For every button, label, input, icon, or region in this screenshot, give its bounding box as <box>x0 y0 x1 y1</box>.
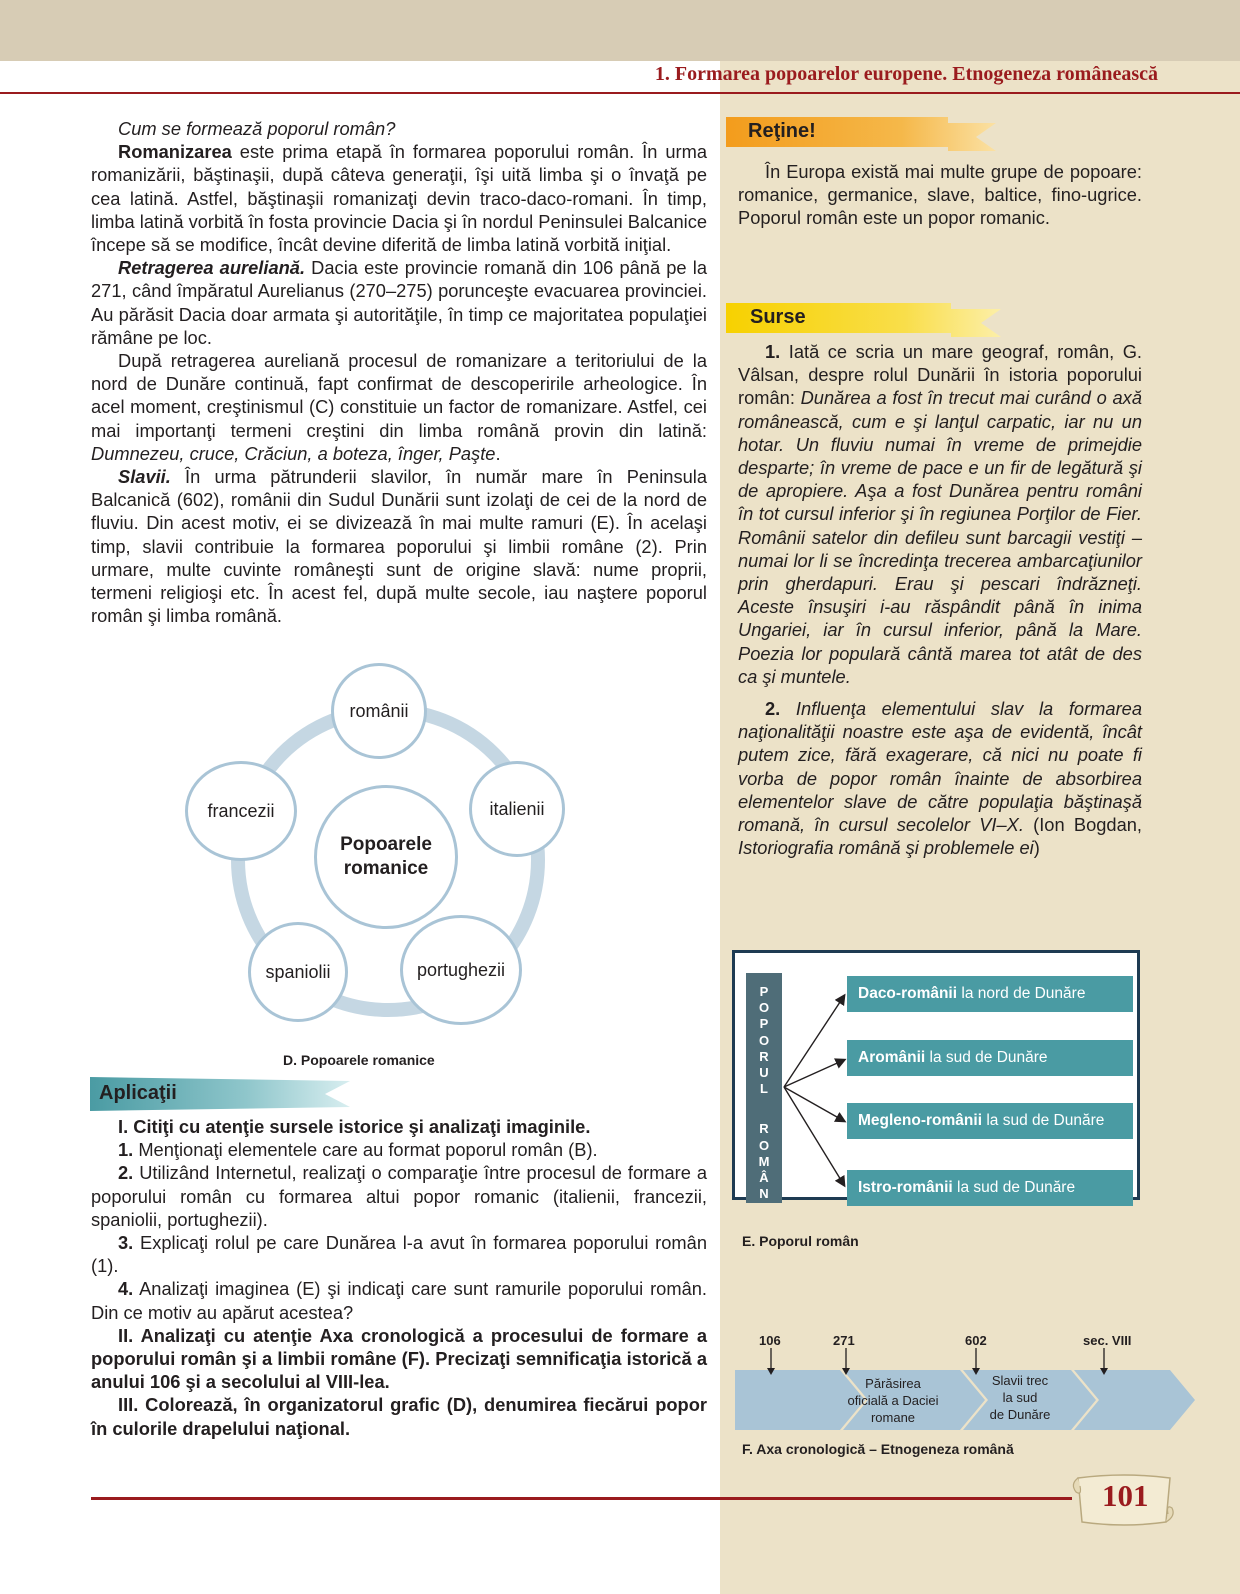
surse-title: Surse <box>750 306 806 328</box>
branch-daco-romanii <box>847 976 1133 1012</box>
node-label: spaniolii <box>265 961 331 982</box>
vertical-label <box>746 973 782 1203</box>
source-1 <box>738 340 1142 688</box>
year-106: 106 <box>759 1333 781 1348</box>
source-num: 1. <box>765 341 781 362</box>
node-italienii <box>469 761 565 857</box>
event-line: la sud <box>1002 1390 1038 1405</box>
branch-location: la sud de Dunăre <box>925 1049 1048 1066</box>
diagram-center-circle <box>314 785 458 929</box>
node-romanii <box>331 663 427 759</box>
event-602 <box>975 1372 1065 1423</box>
node-spaniolii <box>248 922 348 1022</box>
node-portughezii <box>400 915 522 1025</box>
source-2 <box>738 697 1142 859</box>
vertical-letter: N <box>759 1186 769 1202</box>
retine-paragraph: În Europa există mai multe grupe de popoare: romanice, germanice, slave, baltice, fino-ugrice. Poporul român este un popor romanic. <box>738 161 1142 229</box>
paragraph-text: În urma pătrunderii slavilor, în număr mare în Peninsula Balcanică (602), românii din Sudul Dunării sunt izolaţi de cei de la nord de fluviu. Din acest motiv, ei se divizează în mai multe ramuri (E). În acelaşi timp, slavii contribuie la formarea poporului şi limbii române (2). Prin urmare, multe cuvinte româneşti sunt de origine slavă: nume proprii, termeni religioşi etc. În acest fel, după multe secole, iau naştere poporul român şi limba română. <box>91 466 707 627</box>
year-602: 602 <box>965 1333 987 1348</box>
timeline-arrows <box>735 1348 1195 1434</box>
event-271 <box>843 1375 943 1426</box>
task-3 <box>91 1231 707 1277</box>
source-citation: (Ion Bogdan, <box>1023 814 1142 836</box>
task-iii-text: III. Colorează, în organizatorul grafic (D), denumirea fiecărui popor în culorile drapelului naţional. <box>91 1394 707 1439</box>
task-iii <box>91 1393 707 1439</box>
year-sec-viii: sec. VIII <box>1083 1333 1132 1348</box>
header-rule <box>0 92 1240 94</box>
task-2 <box>91 1161 707 1231</box>
task-num: 3. <box>118 1232 134 1254</box>
branch-location: la sud de Dunăre <box>952 1179 1076 1196</box>
event-line: oficială a Daciei <box>847 1393 939 1408</box>
term-romanizarea: Romanizarea <box>118 141 232 163</box>
source-citation-end: ) <box>1033 837 1040 859</box>
task-num: 1. <box>118 1139 134 1161</box>
diagram-center-label: Popoarele romanice <box>340 834 432 879</box>
node-label: portughezii <box>416 959 506 980</box>
branch-aromanii <box>847 1040 1133 1076</box>
aplicatii-title: Aplicaţii <box>99 1082 177 1104</box>
task-text: Menţionaţi elementele care au format poporul român (B). <box>133 1139 598 1161</box>
branch-location: la nord de Dunăre <box>957 985 1086 1002</box>
vertical-letter: R <box>759 1048 769 1064</box>
paragraph-text: este prima etapă în formarea poporului român. În urma romanizării, băştinaşii, după câteva generaţii, îşi uită limba şi o învaţă pe cea latină. Astfel, băştinaşii romanizaţi devin traco-daco-romani. În timp, limba latină vorbită în fosta provincie Dacia şi în nordul Peninsulei Balcanice începe să se modifice, încât devine diferită de limba latină vorbită iniţial. <box>91 141 707 256</box>
branch-name: Istro-românii <box>858 1179 953 1196</box>
main-text <box>91 117 707 627</box>
task-1 <box>91 1138 707 1161</box>
vertical-letter: U <box>759 1065 769 1081</box>
event-line: de Dunăre <box>989 1407 1051 1422</box>
year-271: 271 <box>833 1333 855 1348</box>
source-title: Istoriografia română şi problemele ei <box>738 837 1034 859</box>
branch-istro-romanii <box>847 1170 1133 1206</box>
paragraph-crestinism <box>91 349 707 465</box>
task-i-text: I. Citiţi cu atenţie sursele istorice şi analizaţi imaginile. <box>118 1116 591 1137</box>
vertical-letter: P <box>759 1016 769 1032</box>
task-ii-text: II. Analizaţi cu atenţie Axa cronologică a procesului de formare a poporului român şi a limbii române (F). Precizaţi semnificaţia istorică a anului 106 şi a secolului al VIII-lea. <box>91 1324 707 1393</box>
branch-name: Aromânii <box>858 1049 926 1066</box>
vertical-letter: Â <box>759 1170 769 1186</box>
node-label: românii <box>349 700 409 721</box>
node-francezii <box>185 761 297 861</box>
vertical-gap <box>746 1097 782 1121</box>
christian-words: Dumnezeu, cruce, Crăciun, a boteza, înger, Paşte <box>91 442 496 464</box>
vertical-letter: O <box>758 1000 770 1016</box>
task-4 <box>91 1277 707 1323</box>
paragraph-text: . <box>495 442 501 464</box>
event-line: Părăsirea <box>865 1376 921 1391</box>
source-num: 2. <box>765 698 781 720</box>
branch-name: Daco-românii <box>858 985 958 1002</box>
vertical-letter: O <box>758 1032 770 1048</box>
caption-e: E. Poporul român <box>742 1233 859 1249</box>
caption-d: D. Popoarele romanice <box>283 1052 435 1068</box>
task-text: Utilizând Internetul, realizaţi o comparaţie între procesul de formare a poporului român cu formarea altui popor romanic (italienii, francezii, spaniolii, portughezii). <box>91 1162 707 1230</box>
caption-f: F. Axa cronologică – Etnogeneza română <box>742 1441 1014 1457</box>
vertical-letter: R <box>759 1121 769 1137</box>
source-quote: Dunărea a fost în trecut mai curând o axă românească, cum e şi lanţul carpatic, iar nu un hotar. Un fluviu numai în vreme de primejdie desparte; în vreme de pace e un fir de legătură şi de apropiere. Aşa a fost Dunărea pentru români în tot cursul inferior şi în regiunea Porţilor de Fier. Românii satelor din defileu sunt barcagii vestiţi – numai lor li se încredinţa trecerea ambarcaţiunilor prin gherdapuri. Erau şi pescari îndrăzneţi. Aceste însuşiri i-au răspândit până în inima Ungariei, iar în cursul inferior, până la Mare. Poezia lor populară cântă marea tot atât de des ca şi muntele. <box>738 387 1142 687</box>
paragraph-romanizare <box>91 140 707 256</box>
term-retragerea: Retragerea aureliană. <box>118 257 306 279</box>
branch-location: la sud de Dunăre <box>982 1112 1105 1129</box>
paragraph-text: Dacia este provincie romană din 106 până pe la 271, când împăratul Aurelianus (270–275) porunceşte evacuarea provinciei. Au părăsit Dacia doar armata şi autorităţile, în timp ce majoritatea populaţiei rămâne pe loc. <box>91 257 707 348</box>
event-line: Slavii trec <box>991 1373 1049 1388</box>
retine-text <box>738 160 1142 230</box>
task-num: 2. <box>118 1162 134 1184</box>
task-ii <box>91 1324 707 1394</box>
term-slavii: Slavii. <box>118 466 171 488</box>
chapter-title: 1. Formarea popoarelor europene. Etnogeneza românească <box>654 63 1158 85</box>
paragraph-text: După retragerea aureliană procesul de romanizare a teritoriului de la nord de Dunăre continuă, fapt confirmat de descoperirile arheologice. În acel moment, creştinismul (C) constituie un factor de romanizare. Astfel, cei mai importanţi termeni creştini din limba română provin din latină: <box>91 350 707 441</box>
task-i-head <box>91 1115 707 1138</box>
page-number: 101 <box>1102 1478 1149 1513</box>
vertical-letter: L <box>760 1081 768 1097</box>
source-intro: Iată ce scria un mare geograf, român, G. Vâlsan, despre rolul Dunării în istoria poporului român: <box>738 341 1142 409</box>
section-question: Cum se formează poporul român? <box>118 118 396 139</box>
event-line: romane <box>870 1410 916 1425</box>
task-text: Explicaţi rolul pe care Dunărea l-a avut în formarea poporului român (1). <box>91 1232 707 1277</box>
aplicatii-body <box>91 1115 707 1440</box>
footer-rule <box>91 1497 1072 1500</box>
vertical-letter: M <box>758 1153 770 1169</box>
branch-megleno-romanii <box>847 1103 1133 1139</box>
task-text: Analizaţi imaginea (E) şi indicaţi care sunt ramurile poporului român. Din ce motiv au apărut acestea? <box>91 1278 707 1323</box>
node-label: italienii <box>489 798 545 819</box>
vertical-letter: O <box>758 1137 770 1153</box>
top-band <box>0 0 1240 61</box>
paragraph-slavii <box>91 465 707 627</box>
retine-title: Reţine! <box>748 120 816 142</box>
surse-text <box>738 340 1142 859</box>
node-label: francezii <box>207 800 275 821</box>
task-num: 4. <box>118 1278 134 1300</box>
paragraph-retragere <box>91 256 707 349</box>
source-quote: Influenţa elementului slav la formarea naţionalităţii noastre este aşa de evidentă, încât putem zice, fără exagerare, că nici nu poate fi vorba de popor român înainte de absorbirea elementelor slave de către populaţia băştinaşă romană, în cursul secolelor VI–X. <box>738 698 1142 836</box>
vertical-letter: P <box>759 984 769 999</box>
branch-name: Megleno-românii <box>858 1112 983 1129</box>
branch-arrows <box>782 980 852 1200</box>
